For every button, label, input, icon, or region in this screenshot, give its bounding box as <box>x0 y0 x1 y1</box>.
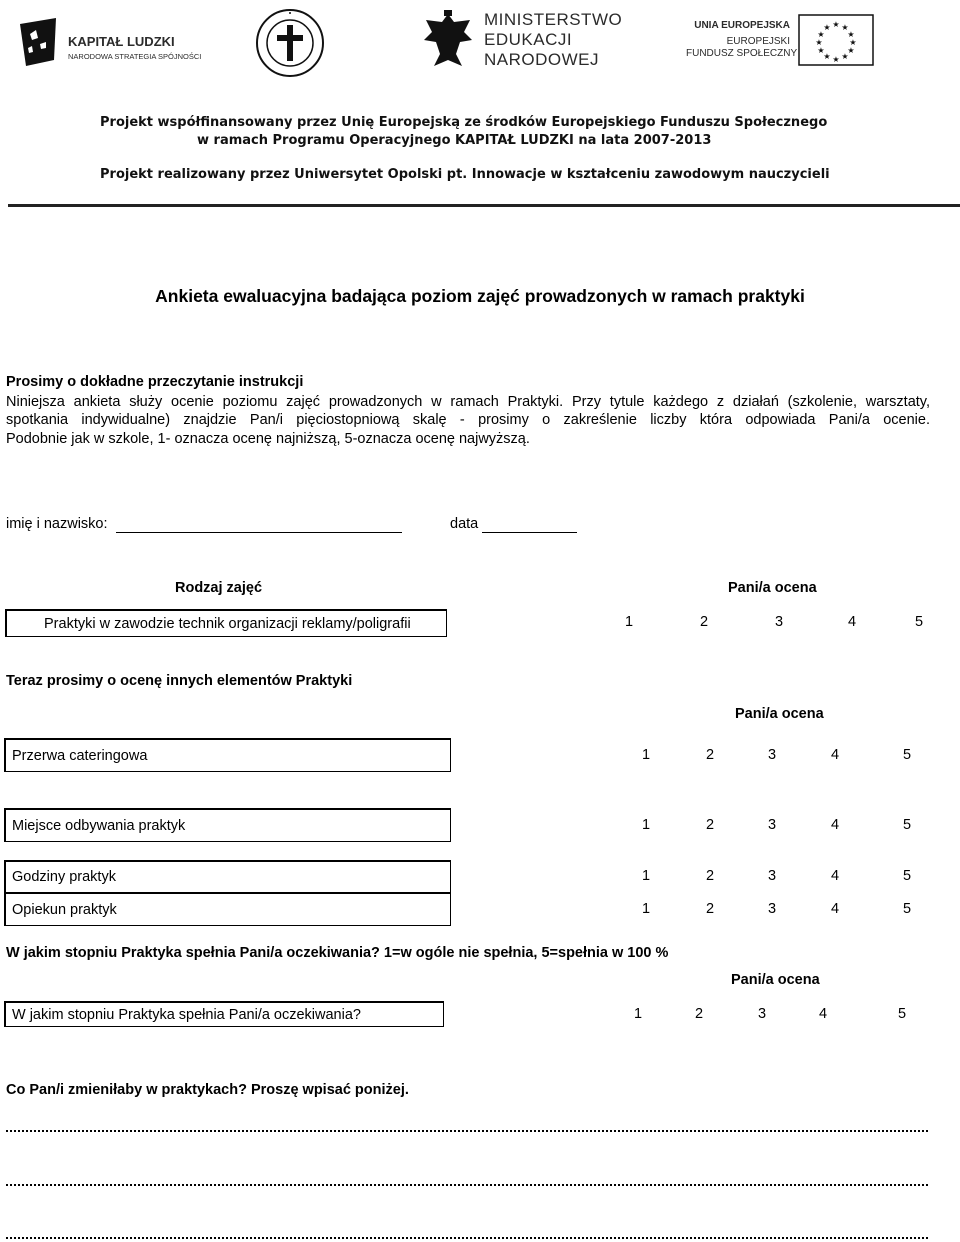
section3-item-label: W jakim stopniu Praktyka spełnia Pani/a oczekiwania? <box>12 1006 361 1023</box>
section1-score-2[interactable]: 2 <box>699 614 709 630</box>
section2-item-catering-label: Przerwa cateringowa <box>12 747 148 764</box>
catering-score-1[interactable]: 1 <box>641 747 651 763</box>
ministry-line1: MINISTERSTWO <box>484 10 623 29</box>
date-field[interactable] <box>482 532 577 533</box>
svg-text:★: ★ <box>832 20 840 29</box>
hours-score-3[interactable]: 3 <box>767 868 777 884</box>
project-cofinance-line2: w ramach Programu Operacyjnego KAPITAŁ LUDZKI na lata 2007-2013 <box>197 133 712 148</box>
location-score-1[interactable]: 1 <box>641 817 651 833</box>
svg-text:★: ★ <box>847 30 855 39</box>
answer-line-2[interactable] <box>6 1184 928 1186</box>
location-score-3[interactable]: 3 <box>767 817 777 833</box>
eu-line2: EUROPEJSKI <box>726 36 790 47</box>
svg-text:★: ★ <box>847 46 855 55</box>
svg-text:★: ★ <box>841 23 849 32</box>
catering-score-4[interactable]: 4 <box>830 747 840 763</box>
section3-heading: W jakim stopniu Praktyka spełnia Pani/a oczekiwania? 1=w ogóle nie spełnia, 5=spełnia w 100 % <box>6 945 669 961</box>
section2-item-location-label: Miejsce odbywania praktyk <box>12 817 186 834</box>
ministry-line3: NARODOWEJ <box>484 50 599 69</box>
section2-item-hours-label: Godziny praktyk <box>12 869 116 885</box>
header-divider <box>8 204 960 207</box>
location-score-4[interactable]: 4 <box>830 817 840 833</box>
date-label: data <box>450 516 479 532</box>
kapital-ludzki-logo <box>16 14 202 70</box>
supervisor-score-2[interactable]: 2 <box>705 901 715 917</box>
svg-text:★: ★ <box>832 55 840 64</box>
instructions-line2: spotkania indywidualne) znajdzie Pan/i pięciostopniową skalę - prosimy o zakreślenie liczby która odpowiada Pani/a ocenie. <box>6 412 930 428</box>
section2-item-supervisor <box>4 892 451 926</box>
project-cofinance-line1: Projekt współfinansowany przez Unię Europejską ze środków Europejskiego Funduszu Społecznego <box>100 115 828 130</box>
section3-item <box>4 1001 444 1027</box>
hours-score-2[interactable]: 2 <box>705 868 715 884</box>
name-field[interactable] <box>116 532 402 533</box>
catering-score-5[interactable]: 5 <box>902 747 912 763</box>
hours-score-4[interactable]: 4 <box>830 868 840 884</box>
expectations-score-2[interactable]: 2 <box>694 1006 704 1022</box>
section1-score-4[interactable]: 4 <box>847 614 857 630</box>
section2-item-supervisor-label: Opiekun praktyk <box>12 901 117 918</box>
instructions-line1: Niniejsza ankieta służy ocenie poziomu zajęć prowadzonych w ramach Praktyki. Przy tytule każdego z działań (szkolenie, warsztaty, <box>6 394 930 410</box>
svg-text:★: ★ <box>823 23 831 32</box>
kapital-ludzki-subtitle: NARODOWA STRATEGIA SPÓJNOŚCI <box>68 52 202 61</box>
university-seal-icon <box>255 8 325 78</box>
answer-line-1[interactable] <box>6 1130 928 1132</box>
catering-score-2[interactable]: 2 <box>705 747 715 763</box>
supervisor-score-3[interactable]: 3 <box>767 901 777 917</box>
eu-logo <box>686 14 878 68</box>
kapital-ludzki-emblem-icon <box>16 14 60 70</box>
section2-col-rating: Pani/a ocena <box>735 706 824 722</box>
expectations-score-3[interactable]: 3 <box>757 1006 767 1022</box>
section2-heading: Teraz prosimy o ocenę innych elementów Praktyki <box>6 673 353 689</box>
expectations-score-4[interactable]: 4 <box>818 1006 828 1022</box>
svg-text:★: ★ <box>841 52 849 61</box>
section2-item-hours <box>4 860 451 893</box>
section1-score-3[interactable]: 3 <box>774 614 784 630</box>
eu-line1: UNIA EUROPEJSKA <box>694 20 790 31</box>
expectations-score-5[interactable]: 5 <box>897 1006 907 1022</box>
instructions-line3: Podobnie jak w szkole, 1- oznacza ocenę najniższą, 5-oznacza ocenę najwyższą. <box>6 431 530 447</box>
section1-col-rating: Pani/a ocena <box>728 580 817 596</box>
section2-item-location <box>4 808 451 842</box>
location-score-2[interactable]: 2 <box>705 817 715 833</box>
instructions-heading: Prosimy o dokładne przeczytanie instrukcji <box>6 374 304 390</box>
svg-text:★: ★ <box>849 38 857 47</box>
section1-item-label: Praktyki w zawodzie technik organizacji reklamy/poligrafii <box>44 615 411 632</box>
page-title: Ankieta ewaluacyjna badająca poziom zajęć prowadzonych w ramach praktyki <box>155 286 805 306</box>
name-label: imię i nazwisko: <box>6 516 108 532</box>
section1-score-1[interactable]: 1 <box>624 614 634 630</box>
project-realized-line: Projekt realizowany przez Uniwersytet Opolski pt. Innowacje w kształceniu zawodowym nauczycieli <box>100 167 830 182</box>
supervisor-score-5[interactable]: 5 <box>902 901 912 917</box>
svg-text:★: ★ <box>815 38 823 47</box>
section1-item <box>5 609 447 637</box>
kapital-ludzki-title: KAPITAŁ LUDZKI <box>68 34 175 49</box>
section2-item-catering <box>4 738 451 772</box>
catering-score-3[interactable]: 3 <box>767 747 777 763</box>
ministry-line2: EDUKACJI <box>484 30 573 49</box>
eu-line3: FUNDUSZ SPOŁECZNY <box>686 48 798 59</box>
polish-eagle-icon <box>420 10 476 70</box>
svg-text:★: ★ <box>823 52 831 61</box>
section1-score-5[interactable]: 5 <box>914 614 924 630</box>
eu-flag-icon <box>798 14 874 66</box>
answer-line-3[interactable] <box>6 1237 928 1239</box>
ministry-logo <box>420 10 640 72</box>
section1-col-type: Rodzaj zajęć <box>175 580 263 596</box>
svg-text:★: ★ <box>817 46 825 55</box>
svg-text:★: ★ <box>817 30 825 39</box>
supervisor-score-4[interactable]: 4 <box>830 901 840 917</box>
hours-score-1[interactable]: 1 <box>641 868 651 884</box>
section4-heading: Co Pan/i zmieniłaby w praktykach? Proszę wpisać poniżej. <box>6 1082 409 1098</box>
supervisor-score-1[interactable]: 1 <box>641 901 651 917</box>
location-score-5[interactable]: 5 <box>902 817 912 833</box>
section3-col-rating: Pani/a ocena <box>731 972 820 988</box>
university-seal <box>255 8 325 78</box>
hours-score-5[interactable]: 5 <box>902 868 912 884</box>
expectations-score-1[interactable]: 1 <box>633 1006 643 1022</box>
